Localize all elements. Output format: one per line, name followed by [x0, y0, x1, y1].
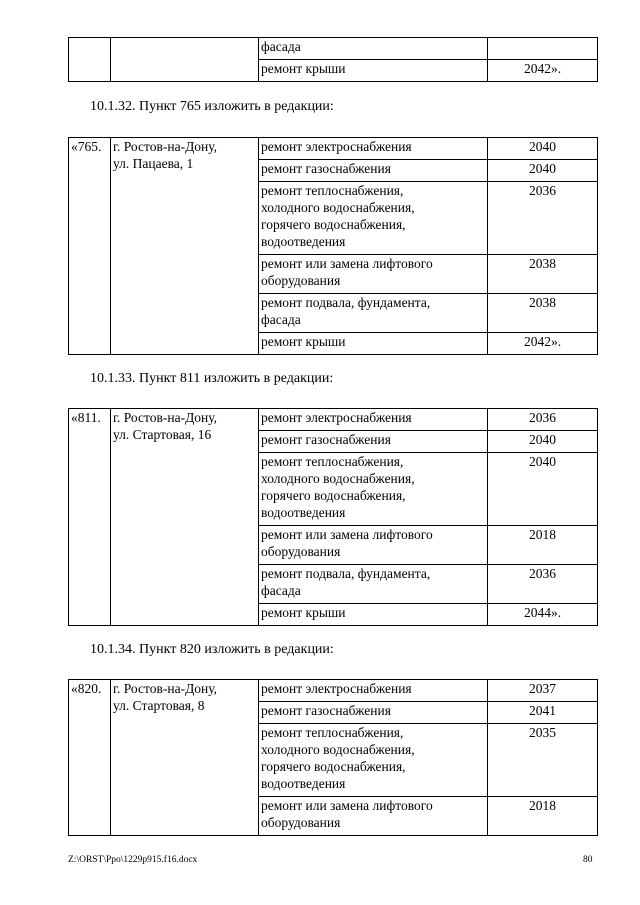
work-cell: фасада: [259, 38, 488, 60]
work-cell: ремонт электроснабжения: [259, 409, 488, 431]
work-cell: ремонт подвала, фундамента, фасада: [259, 294, 488, 333]
item-address: г. Ростов-на-Дону, ул. Пацаева, 1: [111, 138, 259, 355]
work-cell: ремонт или замена лифтового оборудования: [259, 255, 488, 294]
work-cell: ремонт газоснабжения: [259, 702, 488, 724]
year-cell: 2036: [488, 409, 598, 431]
work-cell: ремонт или замена лифтового оборудования: [259, 526, 488, 565]
table-item-811: [68, 408, 598, 626]
year-cell: 2035: [488, 724, 598, 797]
table-row: [69, 680, 598, 702]
item-number: «765.: [69, 138, 111, 355]
work-cell: ремонт газоснабжения: [259, 431, 488, 453]
year-cell: 2040: [488, 431, 598, 453]
table-item-820: [68, 679, 598, 836]
item-address: г. Ростов-на-Дону, ул. Стартовая, 16: [111, 409, 259, 626]
item-number: «811.: [69, 409, 111, 626]
table-row: [69, 409, 598, 431]
address-cell: [111, 38, 259, 82]
year-cell: 2037: [488, 680, 598, 702]
year-cell: 2018: [488, 797, 598, 836]
footer-page-number: 80: [583, 855, 593, 865]
year-cell: 2038: [488, 255, 598, 294]
section-heading: 10.1.34. Пункт 820 изложить в редакции:: [90, 642, 334, 657]
year-cell: 2040: [488, 138, 598, 160]
number-cell: [69, 38, 111, 82]
year-cell: 2042».: [488, 333, 598, 355]
year-cell: [488, 38, 598, 60]
year-cell: 2042».: [488, 60, 598, 82]
work-cell: ремонт подвала, фундамента, фасада: [259, 565, 488, 604]
work-cell: ремонт теплоснабжения, холодного водоснабжения, горячего водоснабжения, водоотведения: [259, 724, 488, 797]
item-number: «820.: [69, 680, 111, 836]
work-cell: ремонт теплоснабжения, холодного водоснабжения, горячего водоснабжения, водоотведения: [259, 453, 488, 526]
section-heading: 10.1.32. Пункт 765 изложить в редакции:: [90, 99, 334, 114]
year-cell: 2040: [488, 453, 598, 526]
year-cell: 2018: [488, 526, 598, 565]
year-cell: 2040: [488, 160, 598, 182]
footer-file-path: Z:\ORST\Ppo\1229p915.f16.docx: [68, 855, 198, 865]
year-cell: 2038: [488, 294, 598, 333]
work-cell: ремонт крыши: [259, 333, 488, 355]
year-cell: 2041: [488, 702, 598, 724]
item-address: г. Ростов-на-Дону, ул. Стартовая, 8: [111, 680, 259, 836]
table-item-765: [68, 137, 598, 355]
section-heading: 10.1.33. Пункт 811 изложить в редакции:: [90, 371, 334, 386]
work-cell: ремонт крыши: [259, 604, 488, 626]
table-row: [69, 138, 598, 160]
work-cell: ремонт или замена лифтового оборудования: [259, 797, 488, 836]
year-cell: 2036: [488, 182, 598, 255]
work-cell: ремонт газоснабжения: [259, 160, 488, 182]
year-cell: 2036: [488, 565, 598, 604]
year-cell: 2044».: [488, 604, 598, 626]
work-cell: ремонт электроснабжения: [259, 138, 488, 160]
table-row: [69, 38, 598, 60]
work-cell: ремонт теплоснабжения, холодного водоснабжения, горячего водоснабжения, водоотведения: [259, 182, 488, 255]
table-continuation: [68, 37, 598, 82]
work-cell: ремонт электроснабжения: [259, 680, 488, 702]
work-cell: ремонт крыши: [259, 60, 488, 82]
